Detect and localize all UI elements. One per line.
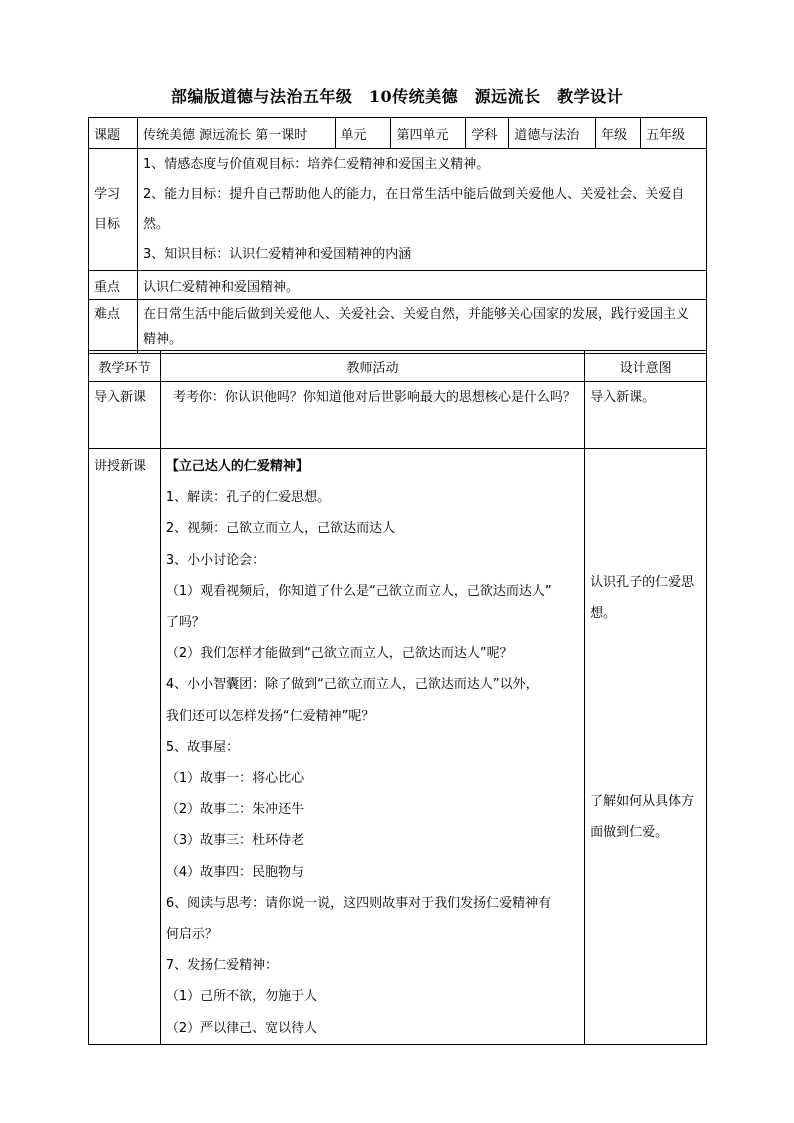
activity-line: （1）观看视频后，你知道了什么是“己欲立而立人，己欲达而达人”: [165, 583, 552, 599]
info-row: [89, 118, 707, 149]
main-intent: [585, 449, 707, 1045]
goals-label: 学习目标: [89, 149, 138, 271]
activity-line: 2、视频：己欲立而立人，己欲达而达人: [165, 521, 396, 537]
goal-item: 1、情感态度与价值观目标：培养仁爱精神和爱国主义精神。: [142, 156, 490, 172]
topic-value: 传统美德 源远流长 第一课时: [137, 118, 335, 149]
activity-header: 教师活动: [160, 351, 584, 382]
activity-line: 4、小小智囊团：除了做到“己欲立而立人，己欲达而达人”以外，: [165, 677, 539, 693]
main-activity: [160, 449, 584, 1045]
plan-header-row: [89, 351, 707, 382]
key-point-row: [89, 271, 707, 300]
page-title: 部编版道德与法治五年级 10传统美德 源远流长 教学设计: [170, 87, 624, 106]
topic-label: 课题: [89, 118, 138, 149]
activity-line: （2）我们怎样才能做到“己欲立而立人，己欲达而达人”呢？: [165, 646, 513, 662]
intent-note: 认识孔子的仁爱思想。: [590, 575, 695, 621]
section-heading: 【立己达人的仁爱精神】: [165, 459, 309, 474]
activity-line: （3）故事三：杜环侍老: [165, 833, 305, 849]
activity-line: （2）严以律己、宽以待人: [165, 1020, 318, 1036]
activity-line: 3、小小讨论会：: [165, 552, 266, 568]
difficulty-label: 难点: [89, 300, 138, 354]
unit-value: 第四单元: [391, 118, 466, 149]
intent-note: 了解如何从具体方面做到仁爱。: [590, 794, 695, 840]
main-row: [89, 449, 707, 1045]
activity-line: 何启示？: [165, 927, 218, 943]
activity-line: 我们还可以怎样发扬“仁爱精神”呢？: [165, 708, 375, 724]
activity-line: （1）己所不欲，勿施于人: [165, 989, 318, 1005]
intent-header: 设计意图: [585, 351, 707, 382]
main-stage: 讲授新课: [89, 449, 161, 1045]
intro-row: [89, 382, 707, 449]
intro-stage: 导入新课: [89, 382, 161, 449]
activity-line: 了吗？: [165, 615, 205, 631]
intro-activity: 考考你：你认识他吗？你知道他对后世影响最大的思想核心是什么吗？: [160, 382, 584, 449]
activity-line: 5、故事屋：: [165, 739, 240, 755]
grade-label: 年级: [596, 118, 641, 149]
goal-item: 3、知识目标：认识仁爱精神和爱国精神的内涵: [142, 246, 412, 262]
activity-line: 1、解读：孔子的仁爱思想。: [165, 490, 331, 506]
key-point-value: 认识仁爱精神和爱国精神。: [137, 271, 706, 300]
goals-content: [137, 149, 706, 271]
subject-value: 道德与法治: [509, 118, 596, 149]
stage-header: 教学环节: [89, 351, 161, 382]
teaching-plan-table: [88, 350, 707, 1045]
difficulty-row: [89, 300, 707, 354]
goal-item: 2、能力目标：提升自己帮助他人的能力，在日常生活中能后做到关爱他人、关爱社会、关爱自然。: [142, 186, 685, 232]
intro-intent: 导入新课。: [585, 382, 707, 449]
activity-line: 6、阅读与思考：请你说一说，这四则故事对于我们发扬仁爱精神有: [165, 895, 552, 911]
activity-line: （2）故事二：朱冲还牛: [165, 802, 305, 818]
subject-label: 学科: [466, 118, 509, 149]
lesson-info-table: [88, 117, 707, 354]
grade-value: 五年级: [641, 118, 707, 149]
unit-label: 单元: [335, 118, 391, 149]
activity-line: （4）故事四：民胞物与: [165, 864, 305, 880]
difficulty-value: 在日常生活中能后做到关爱他人、关爱社会、关爱自然，并能够关心国家的发展，践行爱国主义精神。: [137, 300, 706, 354]
activity-line: （1）故事一：将心比心: [165, 771, 305, 787]
activity-line: 7、发扬仁爱精神：: [165, 958, 279, 974]
key-point-label: 重点: [89, 271, 138, 300]
goals-row: [89, 149, 707, 271]
